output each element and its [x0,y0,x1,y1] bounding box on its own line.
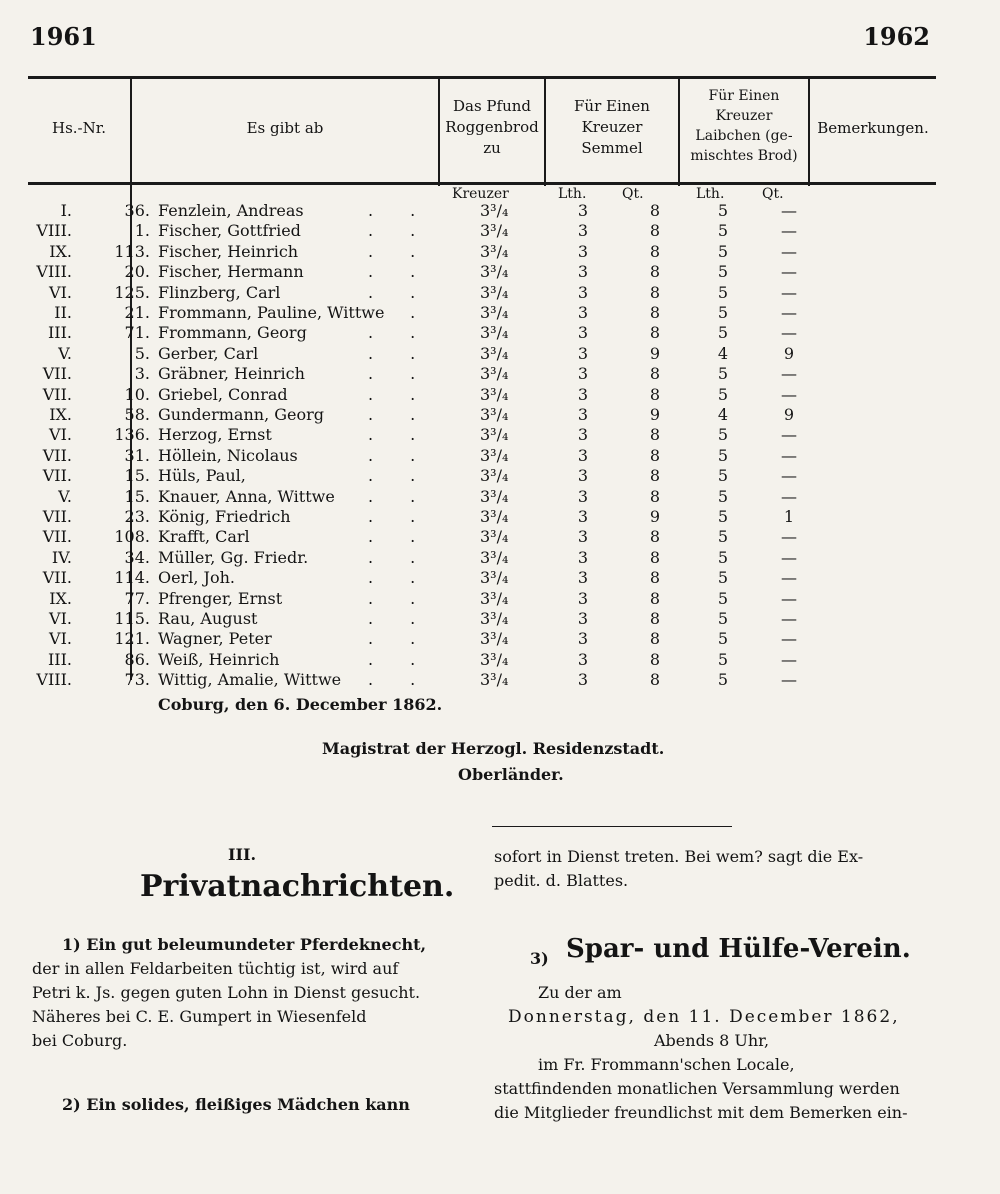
cell-laibchen-lth: 5 [717,527,729,547]
cell-rye-price: 3³/₄ [480,486,509,506]
signature: Oberländer. [458,765,564,784]
ad-1-line: Näheres bei C. E. Gumpert in Wiesenfeld [32,1007,367,1026]
table-row [28,649,936,671]
cell-laibchen-lth: 5 [717,241,729,261]
cell-laibchen-qt: — [781,282,797,302]
cell-house-number: 23. [124,507,150,526]
cell-laibchen-qt: — [781,241,797,261]
table-row [28,669,936,691]
cell-laibchen-lth: 5 [717,221,729,241]
cell-name: Fischer, Hermann [158,262,304,282]
cell-semmel-lth: 3 [577,670,589,690]
table-row [28,506,936,528]
cell-house-number: 20. [124,262,150,282]
cell-name: Wittig, Amalie, Wittwe [158,670,342,690]
table-row [28,302,936,324]
cell-quarter: III. [47,323,72,343]
cell-rye-price: 3³/₄ [480,588,509,608]
cell-dots: . . [368,262,432,282]
cell-rye-price: 3³/₄ [480,609,509,628]
cell-rye-price: 3³/₄ [480,670,509,690]
cell-laibchen-lth: 4 [717,343,729,363]
cell-laibchen-qt: — [781,201,797,220]
ad-3-line: im Fr. Frommann'schen Locale, [538,1055,795,1074]
cell-semmel-lth: 3 [577,201,589,220]
table-row [28,608,936,630]
cell-laibchen-qt: — [781,568,797,588]
table-row [28,363,936,385]
cell-name: Frommann, Georg [158,323,307,343]
page-number-left: 1961 [30,22,97,51]
cell-rye-price: 3³/₄ [480,629,509,649]
cell-semmel-lth: 3 [577,609,589,628]
cell-quarter: VI. [49,282,72,302]
cell-name: Pfrenger, Ernst [158,588,283,608]
ad-3-line: die Mitglieder freundlichst mit dem Bemerken ein- [494,1103,908,1122]
cell-name: Oerl, Joh. [158,568,235,588]
cell-laibchen-qt: 1 [783,507,795,526]
cell-semmel-qt: 8 [649,282,661,302]
cell-house-number: 77. [124,588,150,608]
ad-3-title: Spar- und Hülfe-Verein. [566,934,911,964]
cell-quarter: VIII. [36,221,72,241]
cell-semmel-lth: 3 [577,568,589,588]
cell-rye-price: 3³/₄ [480,303,509,322]
cell-laibchen-lth: 5 [717,568,729,588]
cell-house-number: 115. [114,609,150,628]
cell-quarter: V. [58,486,72,506]
cell-rye-price: 3³/₄ [480,405,509,424]
cell-house-number: 136. [114,425,150,445]
cell-name: Flinzberg, Carl [158,282,281,302]
table-row [28,445,936,467]
cell-rye-price: 3³/₄ [480,425,509,445]
cell-semmel-lth: 3 [577,343,589,363]
cell-dots: . . [368,670,432,690]
cell-semmel-qt: 8 [649,221,661,241]
cell-rye-price: 3³/₄ [480,221,509,241]
cell-semmel-lth: 3 [577,262,589,282]
cell-dots: . . [368,568,432,588]
cell-semmel-qt: 8 [649,241,661,261]
cell-rye-price: 3³/₄ [480,384,509,404]
cell-semmel-lth: 3 [577,507,589,526]
header-number: Hs.-Nr. [51,119,107,137]
table-row [28,547,936,569]
cell-rye-price: 3³/₄ [480,282,509,302]
cell-rye-price: 3³/₄ [480,527,509,547]
cell-laibchen-qt: — [781,527,797,547]
cell-rye-price: 3³/₄ [480,364,509,384]
cell-semmel-lth: 3 [577,241,589,261]
cell-semmel-qt: 8 [649,262,661,282]
cell-laibchen-qt: — [781,262,797,282]
cell-semmel-qt: 8 [649,445,661,465]
cell-laibchen-lth: 5 [717,364,729,384]
cell-rye-price: 3³/₄ [480,262,509,282]
cell-rye-price: 3³/₄ [480,507,509,526]
cell-house-number: 125. [114,282,150,302]
cell-name: König, Friedrich [158,507,291,526]
cell-laibchen-lth: 5 [717,262,729,282]
ad-1-line: 1) Ein gut beleumundeter Pferdeknecht, [62,935,427,954]
cell-laibchen-qt: 9 [783,343,795,363]
cell-name: Griebel, Conrad [158,384,288,404]
section-title: Privatnachrichten. [140,869,455,904]
subheader-lth-2: Lth. [696,186,725,202]
cell-name: Fischer, Heinrich [158,241,299,261]
cell-semmel-qt: 8 [649,609,661,628]
cell-house-number: 15. [124,466,150,486]
cell-laibchen-lth: 5 [717,282,729,302]
cell-dots: . . [368,588,432,608]
cell-dots: . . [368,221,432,241]
subheader-lth: Lth. [558,186,587,202]
cell-laibchen-qt: — [781,364,797,384]
cell-quarter: VIII. [36,670,72,690]
cell-laibchen-lth: 5 [717,466,729,486]
cell-quarter: VII. [42,507,72,526]
cell-laibchen-qt: — [781,649,797,669]
subheader-qt: Qt. [622,186,644,202]
cell-semmel-qt: 9 [649,343,661,363]
ad-1-line: der in allen Feldarbeiten tüchtig ist, wird auf [32,959,399,978]
cell-laibchen-lth: 5 [717,588,729,608]
cell-rye-price: 3³/₄ [480,201,509,220]
cell-quarter: II. [54,303,72,322]
cell-semmel-qt: 8 [649,486,661,506]
cell-laibchen-qt: — [781,486,797,506]
cell-house-number: 34. [124,547,150,567]
cell-laibchen-qt: — [781,384,797,404]
table-row [28,241,936,263]
cell-name: Herzog, Ernst [158,425,272,445]
cell-dots: . . [368,649,432,669]
cell-house-number: 15. [124,486,150,506]
header-es-gibt-ab: Es gibt ab [246,119,324,137]
cell-semmel-qt: 8 [649,568,661,588]
table-top-rule [28,76,936,79]
cell-laibchen-lth: 5 [717,303,729,322]
date-line: Coburg, den 6. December 1862. [158,695,443,714]
cell-semmel-qt: 8 [649,425,661,445]
cell-laibchen-lth: 5 [717,670,729,690]
column-separator-rule [492,826,732,827]
cell-house-number: 86. [124,649,150,669]
cell-semmel-lth: 3 [577,486,589,506]
table-row [28,424,936,446]
cell-dots: . . [368,527,432,547]
cell-dots: . . [368,241,432,261]
cell-quarter: V. [58,343,72,363]
cell-name: Gerber, Carl [158,343,259,363]
cell-quarter: VII. [42,466,72,486]
cell-semmel-lth: 3 [577,466,589,486]
cell-laibchen-qt: — [781,323,797,343]
cell-dots: . . [368,547,432,567]
cell-name: Höllein, Nicolaus [158,445,298,465]
cell-semmel-lth: 3 [577,282,589,302]
section-number: III. [228,845,257,864]
cell-name: Rau, August [158,609,258,628]
cell-house-number: 21. [124,303,150,322]
cell-laibchen-qt: — [781,629,797,649]
cell-house-number: 3. [134,364,150,384]
table-row [28,343,936,365]
cell-house-number: 108. [114,527,150,547]
cell-rye-price: 3³/₄ [480,241,509,261]
cell-laibchen-lth: 5 [717,201,729,220]
cell-laibchen-qt: — [781,609,797,628]
header-remarks: Bemerkungen. [817,119,929,137]
cell-dots: . . [368,629,432,649]
cell-house-number: 10. [124,384,150,404]
cell-name: Fischer, Gottfried [158,221,301,241]
ad-3-number: 3) [530,949,549,968]
cell-laibchen-lth: 5 [717,507,729,526]
cell-dots: . . [368,425,432,445]
cell-quarter: VII. [42,527,72,547]
cell-house-number: 36. [124,201,150,220]
table-row [28,282,936,304]
cell-house-number: 73. [124,670,150,690]
cell-semmel-qt: 8 [649,323,661,343]
cell-dots: . . [368,609,432,628]
cell-house-number: 1. [134,221,150,241]
cell-name: Fenzlein, Andreas [158,201,304,220]
cell-name: Weiß, Heinrich [158,649,280,669]
ad-1-line: bei Coburg. [32,1031,128,1050]
cell-laibchen-lth: 4 [717,405,729,424]
header-rye-bread: Das Pfund Roggenbrod zu [445,97,539,157]
cell-rye-price: 3³/₄ [480,445,509,465]
cell-semmel-lth: 3 [577,629,589,649]
table-row [28,588,936,610]
cell-semmel-lth: 3 [577,649,589,669]
cell-semmel-qt: 9 [649,405,661,424]
cell-quarter: IX. [49,588,72,608]
cell-name: Gundermann, Georg [158,405,325,424]
cell-semmel-lth: 3 [577,323,589,343]
subheader-kreuzer: Kreuzer [452,186,509,202]
cell-laibchen-qt: — [781,445,797,465]
cell-dots: . . [368,486,432,506]
cell-rye-price: 3³/₄ [480,568,509,588]
table-row [28,322,936,344]
cell-semmel-qt: 8 [649,629,661,649]
table-row [28,261,936,283]
cell-laibchen-lth: 5 [717,609,729,628]
cell-name: Müller, Gg. Friedr. [158,547,309,567]
ad-3-line: Zu der am [538,983,622,1002]
cell-laibchen-qt: — [781,547,797,567]
cell-dots: . . [368,343,432,363]
cell-laibchen-qt: — [781,588,797,608]
cell-semmel-qt: 9 [649,507,661,526]
cell-semmel-lth: 3 [577,588,589,608]
ad-1-line: Petri k. Js. gegen guten Lohn in Dienst gesucht. [32,983,421,1002]
cell-laibchen-lth: 5 [717,384,729,404]
cell-semmel-qt: 8 [649,384,661,404]
cell-quarter: IV. [51,547,72,567]
cell-name: Knauer, Anna, Wittwe [158,486,335,506]
cell-dots: . . [368,303,432,322]
cell-house-number: 121. [114,629,150,649]
cell-semmel-qt: 8 [649,547,661,567]
cell-quarter: IX. [49,405,72,424]
cell-quarter: IX. [49,241,72,261]
cell-laibchen-lth: 5 [717,445,729,465]
cell-laibchen-qt: — [781,670,797,690]
cell-quarter: VI. [49,425,72,445]
cell-semmel-lth: 3 [577,364,589,384]
cell-house-number: 5. [134,343,150,363]
table-row [28,200,936,222]
table-row [28,220,936,242]
ad-3-line: stattfindenden monatlichen Versammlung werden [494,1079,900,1098]
cell-semmel-qt: 8 [649,466,661,486]
ad-3-line: Donnerstag, den 11. December 1862, [508,1007,900,1027]
cell-quarter: VIII. [36,262,72,282]
cell-dots: . . [368,445,432,465]
cell-dots: . . [368,201,432,220]
cell-rye-price: 3³/₄ [480,649,509,669]
cell-name: Wagner, Peter [158,629,272,649]
cell-dots: . . [368,405,432,424]
cell-quarter: I. [60,201,72,220]
cell-semmel-lth: 3 [577,527,589,547]
authority-line: Magistrat der Herzogl. Residenzstadt. [322,739,665,758]
table-row [28,526,936,548]
cell-laibchen-qt: — [781,466,797,486]
cell-quarter: III. [47,649,72,669]
cell-laibchen-lth: 5 [717,486,729,506]
cell-laibchen-qt: — [781,221,797,241]
subheader-qt-2: Qt. [762,186,784,202]
table-row [28,384,936,406]
cell-rye-price: 3³/₄ [480,323,509,343]
table-row [28,404,936,426]
cell-quarter: VII. [42,445,72,465]
cell-name: Frommann, Pauline, Wittwe [158,303,385,322]
cell-house-number: 113. [114,241,150,261]
cell-semmel-lth: 3 [577,221,589,241]
header-semmel: Für Einen Kreuzer Semmel [574,97,650,157]
cell-laibchen-qt: 9 [783,405,795,424]
cell-dots: . . [368,466,432,486]
cell-dots: . . [368,507,432,526]
cell-laibchen-qt: — [781,303,797,322]
cell-house-number: 114. [114,568,150,588]
cell-house-number: 58. [124,405,150,424]
cell-dots: . . [368,323,432,343]
cell-semmel-qt: 8 [649,303,661,322]
cell-rye-price: 3³/₄ [480,466,509,486]
cell-semmel-lth: 3 [577,547,589,567]
cell-semmel-lth: 3 [577,445,589,465]
cell-semmel-qt: 8 [649,588,661,608]
cell-semmel-qt: 8 [649,670,661,690]
cell-laibchen-lth: 5 [717,323,729,343]
cell-laibchen-qt: — [781,425,797,445]
header-laibchen: Für Einen Kreuzer Laibchen (ge- mischtes Brod) [690,88,798,164]
cell-quarter: VII. [42,568,72,588]
cell-semmel-lth: 3 [577,384,589,404]
cell-laibchen-lth: 5 [717,649,729,669]
cell-house-number: 31. [124,445,150,465]
table-header-rule [28,182,936,185]
cell-quarter: VII. [42,364,72,384]
ad-2-right: pedit. d. Blattes. [494,871,629,890]
cell-laibchen-lth: 5 [717,547,729,567]
page-number-right: 1962 [863,22,930,51]
cell-rye-price: 3³/₄ [480,343,509,363]
cell-dots: . . [368,384,432,404]
cell-quarter: VI. [49,629,72,649]
ad-3-line: Abends 8 Uhr, [654,1031,770,1050]
cell-name: Hüls, Paul, [158,466,246,486]
cell-laibchen-lth: 5 [717,425,729,445]
cell-semmel-qt: 8 [649,527,661,547]
cell-quarter: VI. [49,609,72,628]
ad-2-left: 2) Ein solides, fleißiges Mädchen kann [62,1095,410,1114]
cell-rye-price: 3³/₄ [480,547,509,567]
cell-dots: . . [368,364,432,384]
cell-quarter: VII. [42,384,72,404]
ad-2-right: sofort in Dienst treten. Bei wem? sagt die Ex- [494,847,864,866]
cell-semmel-lth: 3 [577,405,589,424]
table-row [28,628,936,650]
cell-semmel-qt: 8 [649,649,661,669]
table-row [28,465,936,487]
cell-name: Krafft, Carl [158,527,250,547]
cell-semmel-lth: 3 [577,425,589,445]
cell-semmel-lth: 3 [577,303,589,322]
cell-semmel-qt: 8 [649,364,661,384]
cell-semmel-qt: 8 [649,201,661,220]
table-row [28,567,936,589]
table-row [28,486,936,508]
cell-laibchen-lth: 5 [717,629,729,649]
cell-name: Gräbner, Heinrich [158,364,305,384]
cell-dots: . . [368,282,432,302]
cell-house-number: 71. [124,323,150,343]
